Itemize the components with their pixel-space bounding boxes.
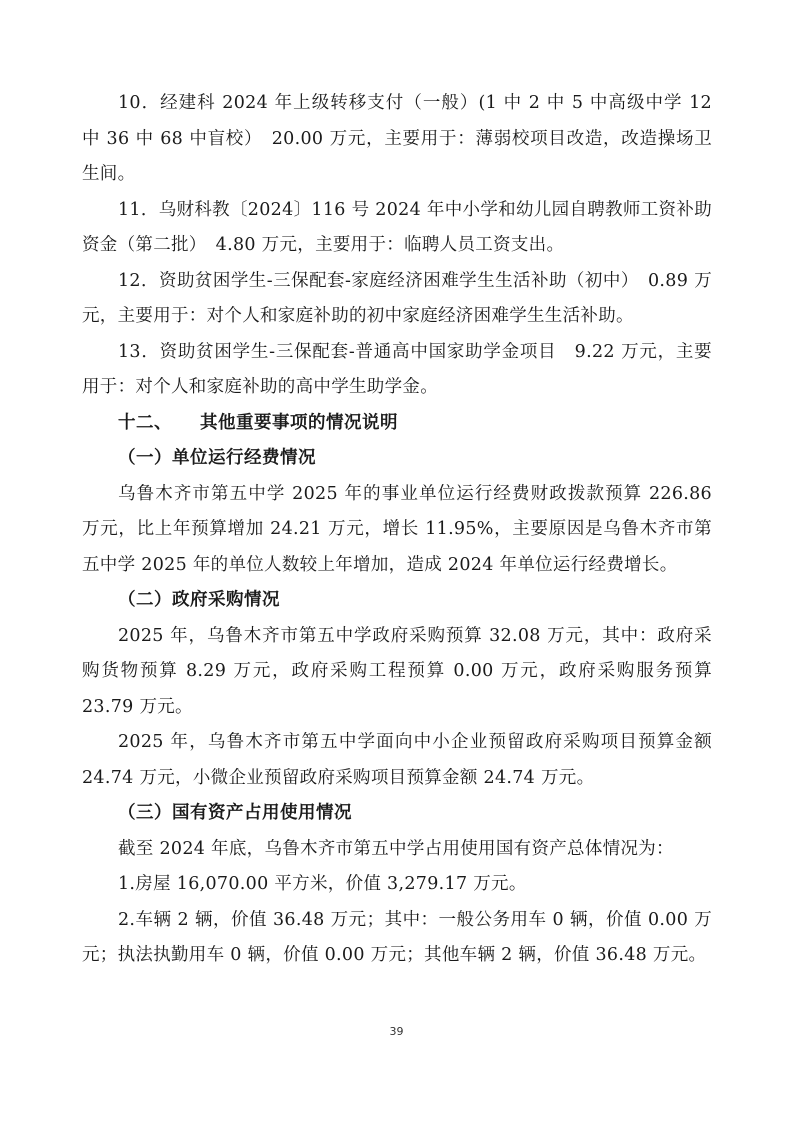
- paragraph-assets-intro: 截至 2024 年底，乌鲁木齐市第五中学占用使用国有资产总体情况为：: [118, 838, 674, 859]
- page-number: 39: [389, 1025, 404, 1038]
- paragraph-item-12: 12．资助贫困学生-三保配套-家庭经济困难学生生活补助（初中） 0.89 万元，主要用于：对个人和家庭补助的初中家庭经济困难学生生活补助。: [82, 270, 712, 326]
- paragraph-procurement-budget: 2025 年，乌鲁木齐市第五中学政府采购预算 32.08 万元，其中：政府采购货物预算 8.29 万元，政府采购工程预算 0.00 万元，政府采购服务预算 23.79 万元。: [82, 625, 712, 717]
- section-number: 十二、: [118, 412, 172, 433]
- subsection-heading-operating-costs: （一）单位运行经费情况: [118, 448, 316, 468]
- section-title: 其他重要事项的情况说明: [200, 412, 398, 433]
- document-body: [82, 86, 712, 974]
- paragraph-procurement-sme: 2025 年，乌鲁木齐市第五中学面向中小企业预留政府采购项目预算金额 24.74 万元，小微企业预留政府采购项目预算金额 24.74 万元。: [82, 732, 712, 788]
- paragraph-assets-buildings: 1.房屋 16,070.00 平方米，价值 3,279.17 万元。: [118, 874, 527, 894]
- paragraph-operating-costs: 乌鲁木齐市第五中学 2025 年的事业单位运行经费财政拨款预算 226.86 万元，比上年预算增加 24.21 万元，增长 11.95%，主要原因是乌鲁木齐市第五中学 2025 年的单位人数较上年增加，造成 2024 年单位运行经费增长。: [82, 483, 712, 575]
- paragraph-assets-vehicles: 2.车辆 2 辆，价值 36.48 万元；其中：一般公务用车 0 辆，价值 0.00 万元；执法执勤用车 0 辆，价值 0.00 万元；其他车辆 2 辆，价值 36.48 万元。: [82, 909, 712, 965]
- section-heading: [82, 406, 712, 442]
- subsection-heading-procurement: （二）政府采购情况: [118, 590, 280, 610]
- paragraph-item-11: 11．乌财科教〔2024〕116 号 2024 年中小学和幼儿园自聘教师工资补助资金（第二批） 4.80 万元，主要用于：临聘人员工资支出。: [82, 199, 712, 255]
- paragraph-item-10: 10．经建科 2024 年上级转移支付（一般）(1 中 2 中 5 中高级中学 12 中 36 中 68 中盲校） 20.00 万元，主要用于：薄弱校项目改造，改造操场卫生间。: [82, 93, 712, 184]
- paragraph-item-13: 13．资助贫困学生-三保配套-普通高中国家助学金项目 9.22 万元，主要用于：对个人和家庭补助的高中学生助学金。: [82, 341, 712, 397]
- subsection-heading-state-assets: （三）国有资产占用使用情况: [118, 803, 352, 823]
